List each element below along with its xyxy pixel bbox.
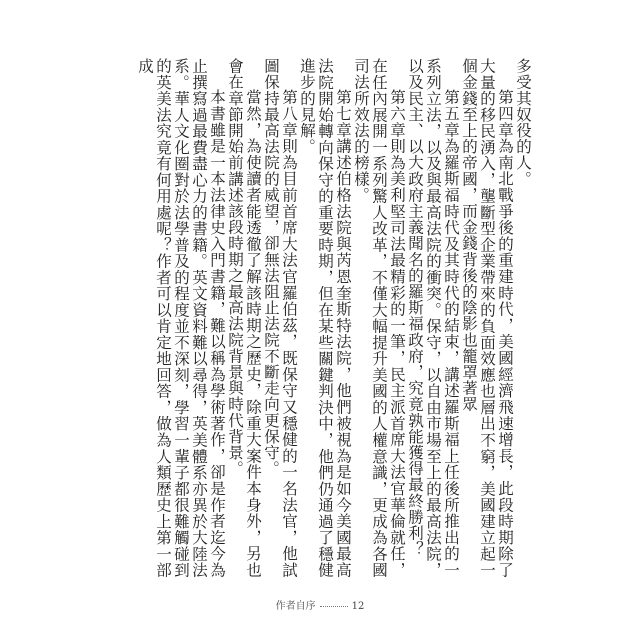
paragraph: 第六章則為美利堅司法最精彩的一筆，民主派首席大法官華倫就任，在任內展開一系列驚人改革，不僅大幅提升美國的人權意識，更成為各國司法所效法的榜樣。 (352, 58, 406, 578)
running-title: 作者自序 (275, 601, 316, 612)
page-footer (0, 597, 640, 612)
paragraph: 本書雖是一本法律史入門書籍，難以稱為學術著作，卻是作者迄今為止撰寫過最費盡心力的書籍。英文資料難以尋得，英美體系亦異於大陸法系。華人文化圈對於法學普及的程度並不深刻，學習一輩子都很難觸碰到的英美法究竟有何用處呢？作者可以肯定地回答，做為人類歷史上第一部成 (136, 58, 226, 578)
dotted-separator (320, 606, 348, 607)
page-number: 12 (351, 601, 365, 612)
paragraph: 第五章為羅斯福時代及其時代的結束，講述羅斯福上任後所推出的一系列立法，以及與最高法院的衝突。保守，以自由市場至上的最高法院，以及民主、以大政府主義聞名的羅斯福政府，究竟孰能獲得最終勝利？ (406, 58, 460, 578)
paragraph: 第七章講述伯格法院與芮恩奎斯特法院，他們被視為是如今美國最高法院開始轉向保守的重要時期，但在某些關鍵判決中，他們仍通過了穩健進步的見解。 (298, 58, 352, 578)
paragraph: 第四章為南北戰爭後的重建時代，美國經濟飛速增長，此段時期除了大量的移民湧入，壟斷型企業帶來的負面效應也層出不窮，美國建立起一個金錢至上的帝國，而金錢背後的陰影也籠罩著眾 (460, 58, 514, 578)
paragraph: 第八章則為目前首席大法官羅伯茲，既保守又穩健的一名法官，他試圖保持最高法院的威望，卻無法阻止法院不斷走向更保守。 (262, 58, 298, 578)
paragraph: 多受其奴役的人。 (514, 58, 532, 187)
body-text (102, 58, 532, 578)
paragraph: 當然，為使讀者能透徹了解該時期之歷史，除重大案件本身外，另也會在章節開始前講述該段時期之最高法院背景與時代背景。 (226, 58, 262, 578)
